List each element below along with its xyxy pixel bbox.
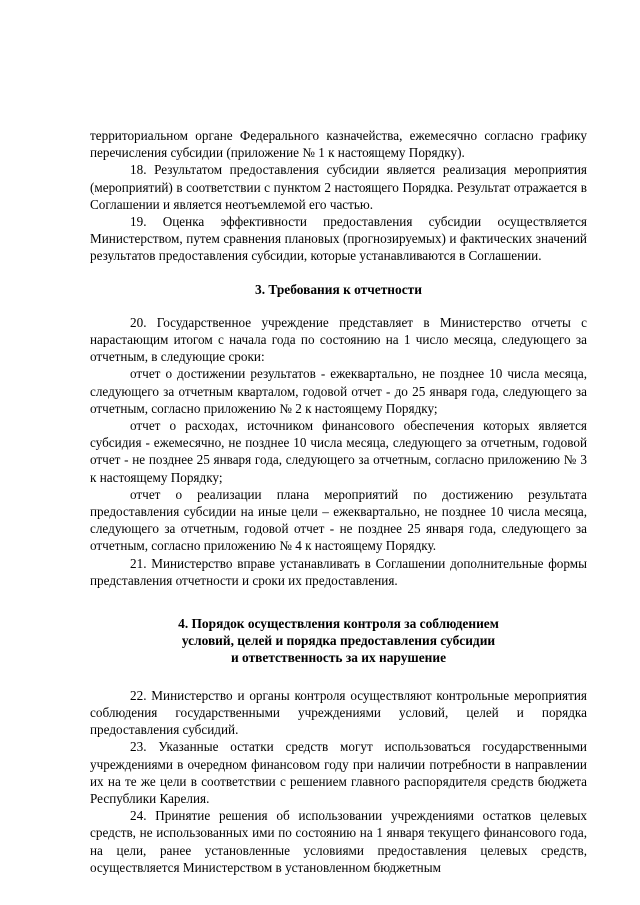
paragraph-18: 18. Результатом предоставления субсидии является реализация мероприятия (мероприятий) в соответствии с пунктом 2 настоящего Порядка. Результат отражается в Соглашении и является неотъемлемой его частью. bbox=[90, 162, 587, 212]
section-4-title-line: 4. Порядок осуществления контроля за соблюдением bbox=[178, 616, 499, 632]
section-4-title-line: и ответственность за их нарушение bbox=[230, 650, 447, 666]
paragraph-continuation: территориальном органе Федерального казначейства, ежемесячно согласно графику перечисления субсидии (приложение № 1 к настоящему Порядку). bbox=[90, 128, 587, 161]
paragraph-23: 23. Указанные остатки средств могут использоваться государственными учреждениями в очередном финансовом году при наличии потребности в направлении их на те же цели в соответствии с решением главного распорядителя средств бюджета Республики Карелия. bbox=[90, 739, 587, 806]
paragraph-20-item-expenses: отчет о расходах, источником финансового обеспечения которых является субсидия - ежемесячно, не позднее 10 числа месяца, следующего за отчетным, годовой отчет - не позднее 25 января года, следующего за отчетным, согласно приложению № 3 к настоящему Порядку; bbox=[90, 418, 587, 485]
paragraph-22: 22. Министерство и органы контроля осуществляют контрольные мероприятия соблюдения государственными учреждениями условий, целей и порядка предоставления субсидий. bbox=[90, 687, 587, 738]
section-3-title: 3. Требования к отчетности bbox=[255, 281, 422, 297]
section-4-title bbox=[90, 615, 587, 667]
paragraph-20: 20. Государственное учреждение представляет в Министерство отчеты с нарастающим итогом с начала года по состоянию на 1 число месяца, следующего за отчетным, в следующие сроки: bbox=[90, 314, 587, 365]
paragraph-20-item-plan: отчет о реализации плана мероприятий по достижению результата предоставления субсидии на иные цели – ежеквартально, не позднее 10 числа месяца, следующего за отчетным, годовой отчет - не позднее 25 января года, следующего за отчетным, согласно приложению № 4 к настоящему Порядку. bbox=[90, 486, 587, 554]
paragraph-20-item-results: отчет о достижении результатов - ежеквартально, не позднее 10 числа месяца, следующего за отчетным кварталом, годовой отчет - до 25 января года, следующего за отчетным, согласно приложению № 2 к настоящему Порядку; bbox=[90, 366, 587, 416]
section-4-title-line: условий, целей и порядка предоставления субсидии bbox=[181, 633, 496, 649]
paragraph-24: 24. Принятие решения об использовании учреждениями остатков целевых средств, не использованных ими по состоянию на 1 января текущего финансового года, на цели, ранее установленные условиями предоставления целевых средств, осуществляется Министерством в установленном бюджетным bbox=[90, 808, 587, 875]
paragraph-21: 21. Министерство вправе устанавливать в Соглашении дополнительные формы представления отчетности и сроки их предоставления. bbox=[90, 555, 587, 588]
paragraph-19: 19. Оценка эффективности предоставления субсидии осуществляется Министерством, путем сравнения плановых (прогнозируемых) и фактических значений результатов предоставления субсидии, которые устанавливаются в Соглашении. bbox=[90, 214, 587, 264]
